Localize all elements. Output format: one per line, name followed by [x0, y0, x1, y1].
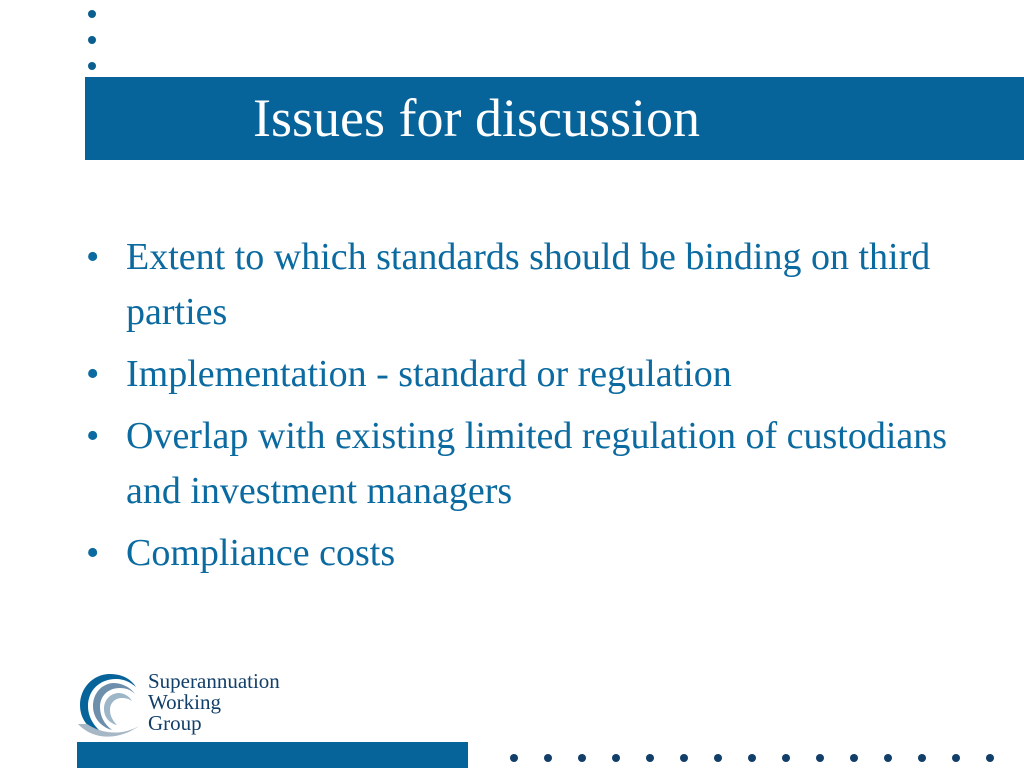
logo-line-superannuation: Superannuation	[148, 669, 280, 693]
dot-icon	[544, 754, 552, 762]
dot-icon	[714, 754, 722, 762]
bullet-item	[86, 526, 966, 581]
logo-line-working: Working	[148, 690, 221, 714]
dot-icon	[850, 754, 858, 762]
dot-icon	[782, 754, 790, 762]
bullet-dot: •	[86, 415, 100, 457]
dot-icon	[918, 754, 926, 762]
bullet-item	[86, 347, 966, 402]
bullet-dot: •	[86, 353, 100, 395]
superannuation-working-group-logo	[73, 666, 303, 746]
dot-icon	[646, 754, 654, 762]
dot-icon	[884, 754, 892, 762]
dot-icon	[816, 754, 824, 762]
dot-icon	[680, 754, 688, 762]
bullet-dot: •	[86, 236, 100, 278]
dot-icon	[88, 10, 96, 18]
top-decorative-dots	[88, 10, 100, 72]
bottom-decorative-dots	[510, 754, 1010, 768]
dot-icon	[748, 754, 756, 762]
bottom-accent-bar	[77, 742, 468, 768]
dot-icon	[88, 62, 96, 70]
dot-icon	[88, 36, 96, 44]
bullet-text: Compliance costs	[126, 532, 396, 574]
dot-icon	[952, 754, 960, 762]
dot-icon	[986, 754, 994, 762]
dot-icon	[578, 754, 586, 762]
stylized-wave-logo-icon	[73, 666, 143, 741]
slide-title: Issues for discussion	[253, 88, 700, 148]
bullet-text: Extent to which standards should be binding on third parties	[126, 236, 931, 333]
bullet-item	[86, 230, 966, 340]
bullet-text: Overlap with existing limited regulation of custodians and investment managers	[126, 415, 948, 512]
logo-line-group: Group	[148, 711, 202, 735]
dot-icon	[510, 754, 518, 762]
dot-icon	[612, 754, 620, 762]
bullet-item	[86, 409, 966, 519]
bullet-text: Implementation - standard or regulation	[126, 353, 732, 395]
logo-wordmark	[148, 671, 280, 734]
bullet-dot: •	[86, 532, 100, 574]
bullet-list	[86, 230, 966, 588]
